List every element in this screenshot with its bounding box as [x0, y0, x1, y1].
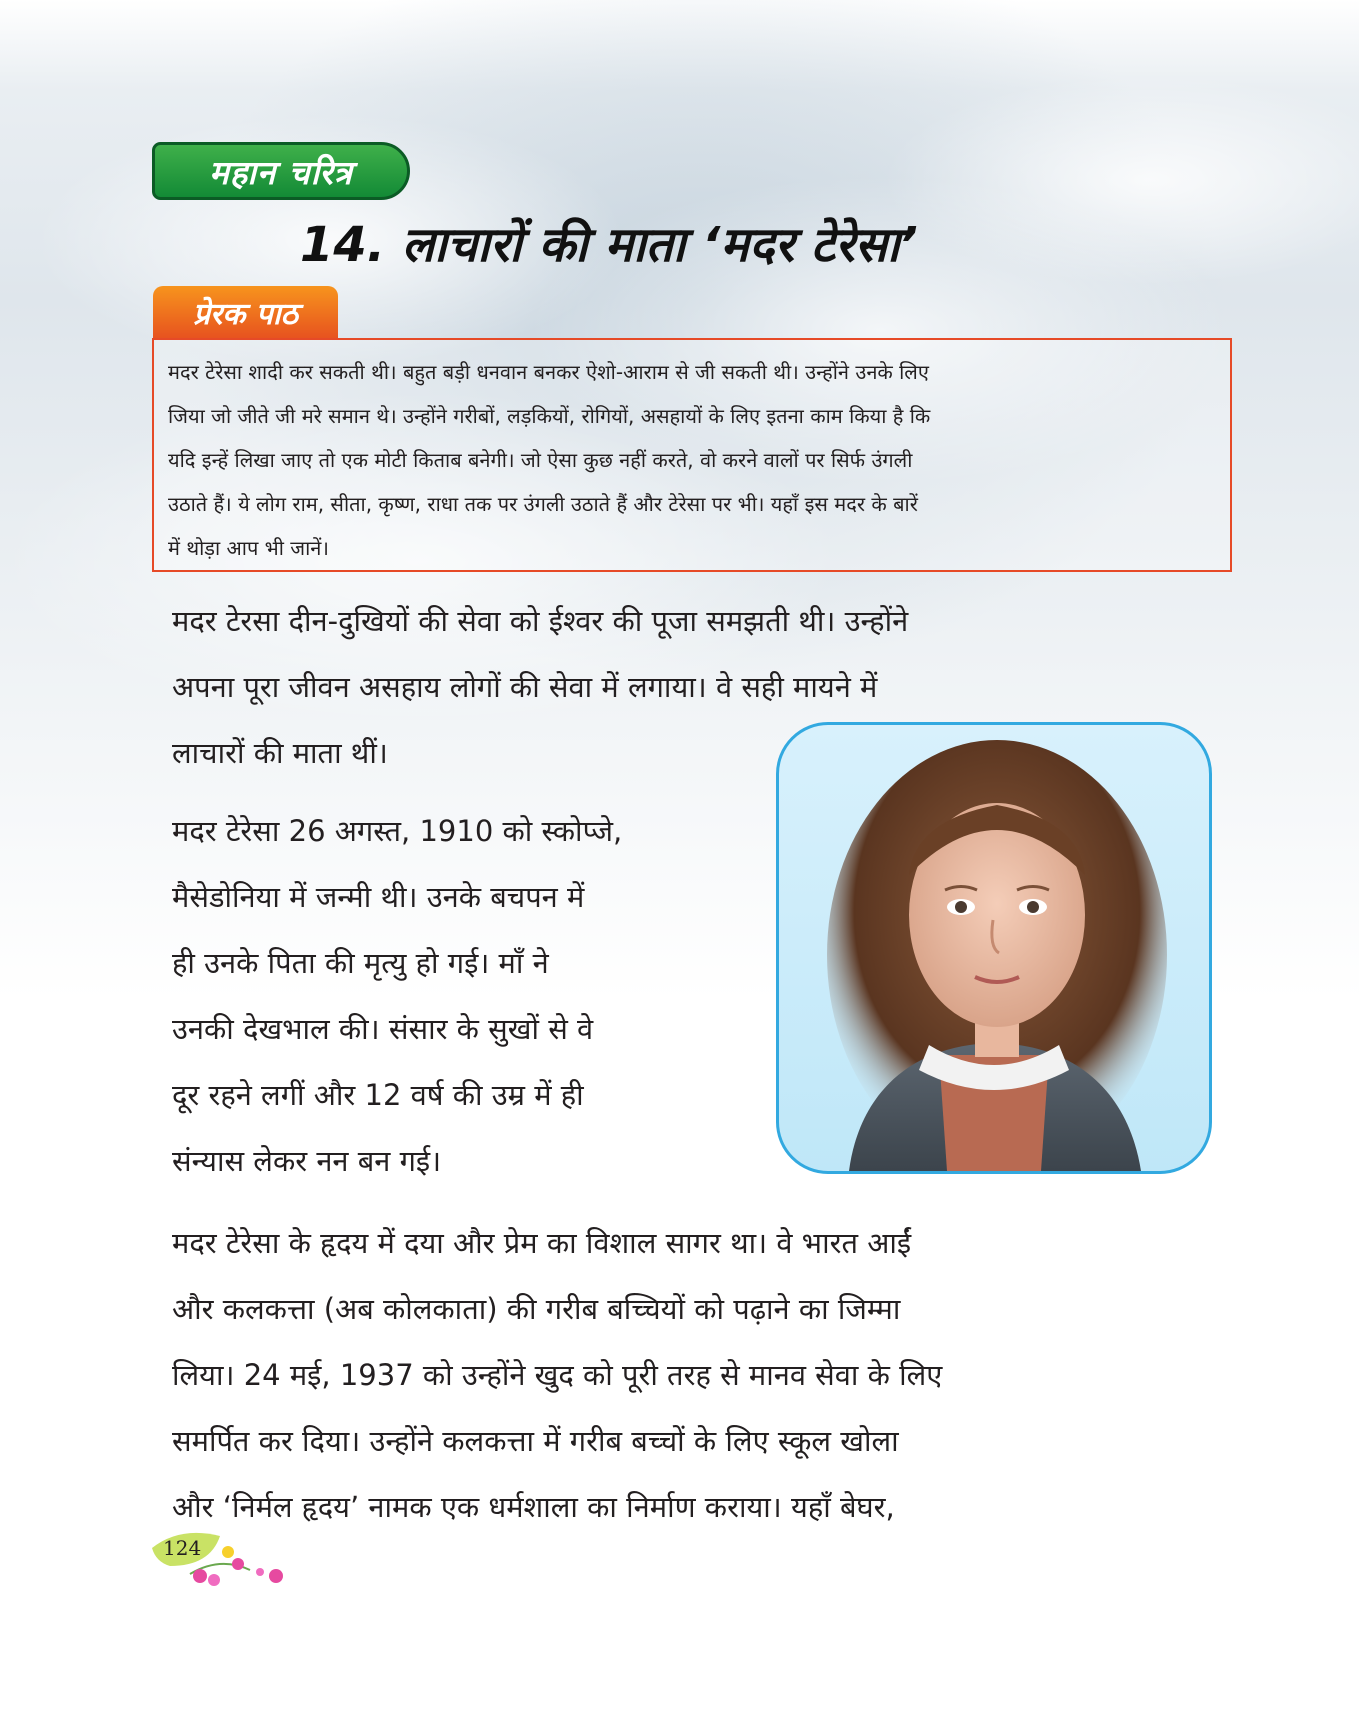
body-line: समर्पित कर दिया। उन्होंने कलकत्ता में गरीब बच्चों के लिए स्कूल खोला	[172, 1424, 899, 1458]
body-line: मैसेडोनिया में जन्मी थी। उनके बचपन में	[172, 880, 585, 914]
intro-line: में थोड़ा आप भी जानें।	[168, 536, 329, 560]
intro-line: मदर टेरेसा शादी कर सकती थी। बहुत बड़ी धनवान बनकर ऐशो-आराम से जी सकती थी। उन्होंने उनके लिए	[168, 360, 929, 384]
page-number: 124	[163, 1536, 202, 1560]
intro-line: यदि इन्हें लिखा जाए तो एक मोटी किताब बनेगी। जो ऐसा कुछ नहीं करते, वो करने वालों पर सिर्फ उंगली	[168, 448, 913, 472]
portrait-photo	[776, 722, 1212, 1174]
intro-tab: प्रेरक पाठ	[153, 286, 338, 338]
body-line: और ‘निर्मल हृदय’ नामक एक धर्मशाला का निर्माण कराया। यहाँ बेघर,	[172, 1490, 895, 1524]
body-line: लिया। 24 मई, 1937 को उन्होंने खुद को पूरी तरह से मानव सेवा के लिए	[172, 1358, 943, 1392]
body-line: उनकी देखभाल की। संसार के सुखों से वे	[172, 1012, 594, 1046]
body-line: अपना पूरा जीवन असहाय लोगों की सेवा में लगाया। वे सही मायने में	[172, 670, 878, 704]
body-line: और कलकत्ता (अब कोलकाता) की गरीब बच्चियों को पढ़ाने का जिम्मा	[172, 1292, 901, 1326]
body-line: संन्यास लेकर नन बन गई।	[172, 1144, 442, 1178]
body-line: मदर टेरेसा 26 अगस्त, 1910 को स्कोप्जे,	[172, 814, 623, 848]
intro-line: उठाते हैं। ये लोग राम, सीता, कृष्ण, राधा तक पर उंगली उठाते हैं और टेरेसा पर भी। यहाँ इस मदर के बारें	[168, 492, 918, 516]
category-badge: महान चरित्र	[152, 142, 410, 200]
body-line: मदर टेरेसा के हृदय में दया और प्रेम का विशाल सागर था। वे भारत आईं	[172, 1226, 912, 1260]
body-line: दूर रहने लगीं और 12 वर्ष की उम्र में ही	[172, 1078, 584, 1112]
body-line: मदर टेरसा दीन-दुखियों की सेवा को ईश्वर की पूजा समझती थी। उन्होंने	[172, 604, 909, 638]
body-line: ही उनके पिता की मृत्यु हो गई। माँ ने	[172, 946, 549, 980]
chapter-title: 14. लाचारों की माता ‘मदर टेरेसा’	[300, 217, 918, 273]
body-line: लाचारों की माता थीं।	[172, 736, 388, 770]
intro-line: जिया जो जीते जी मरे समान थे। उन्होंने गरीबों, लड़कियों, रोगियों, असहायों के लिए इतना काम किया है कि	[168, 404, 931, 428]
